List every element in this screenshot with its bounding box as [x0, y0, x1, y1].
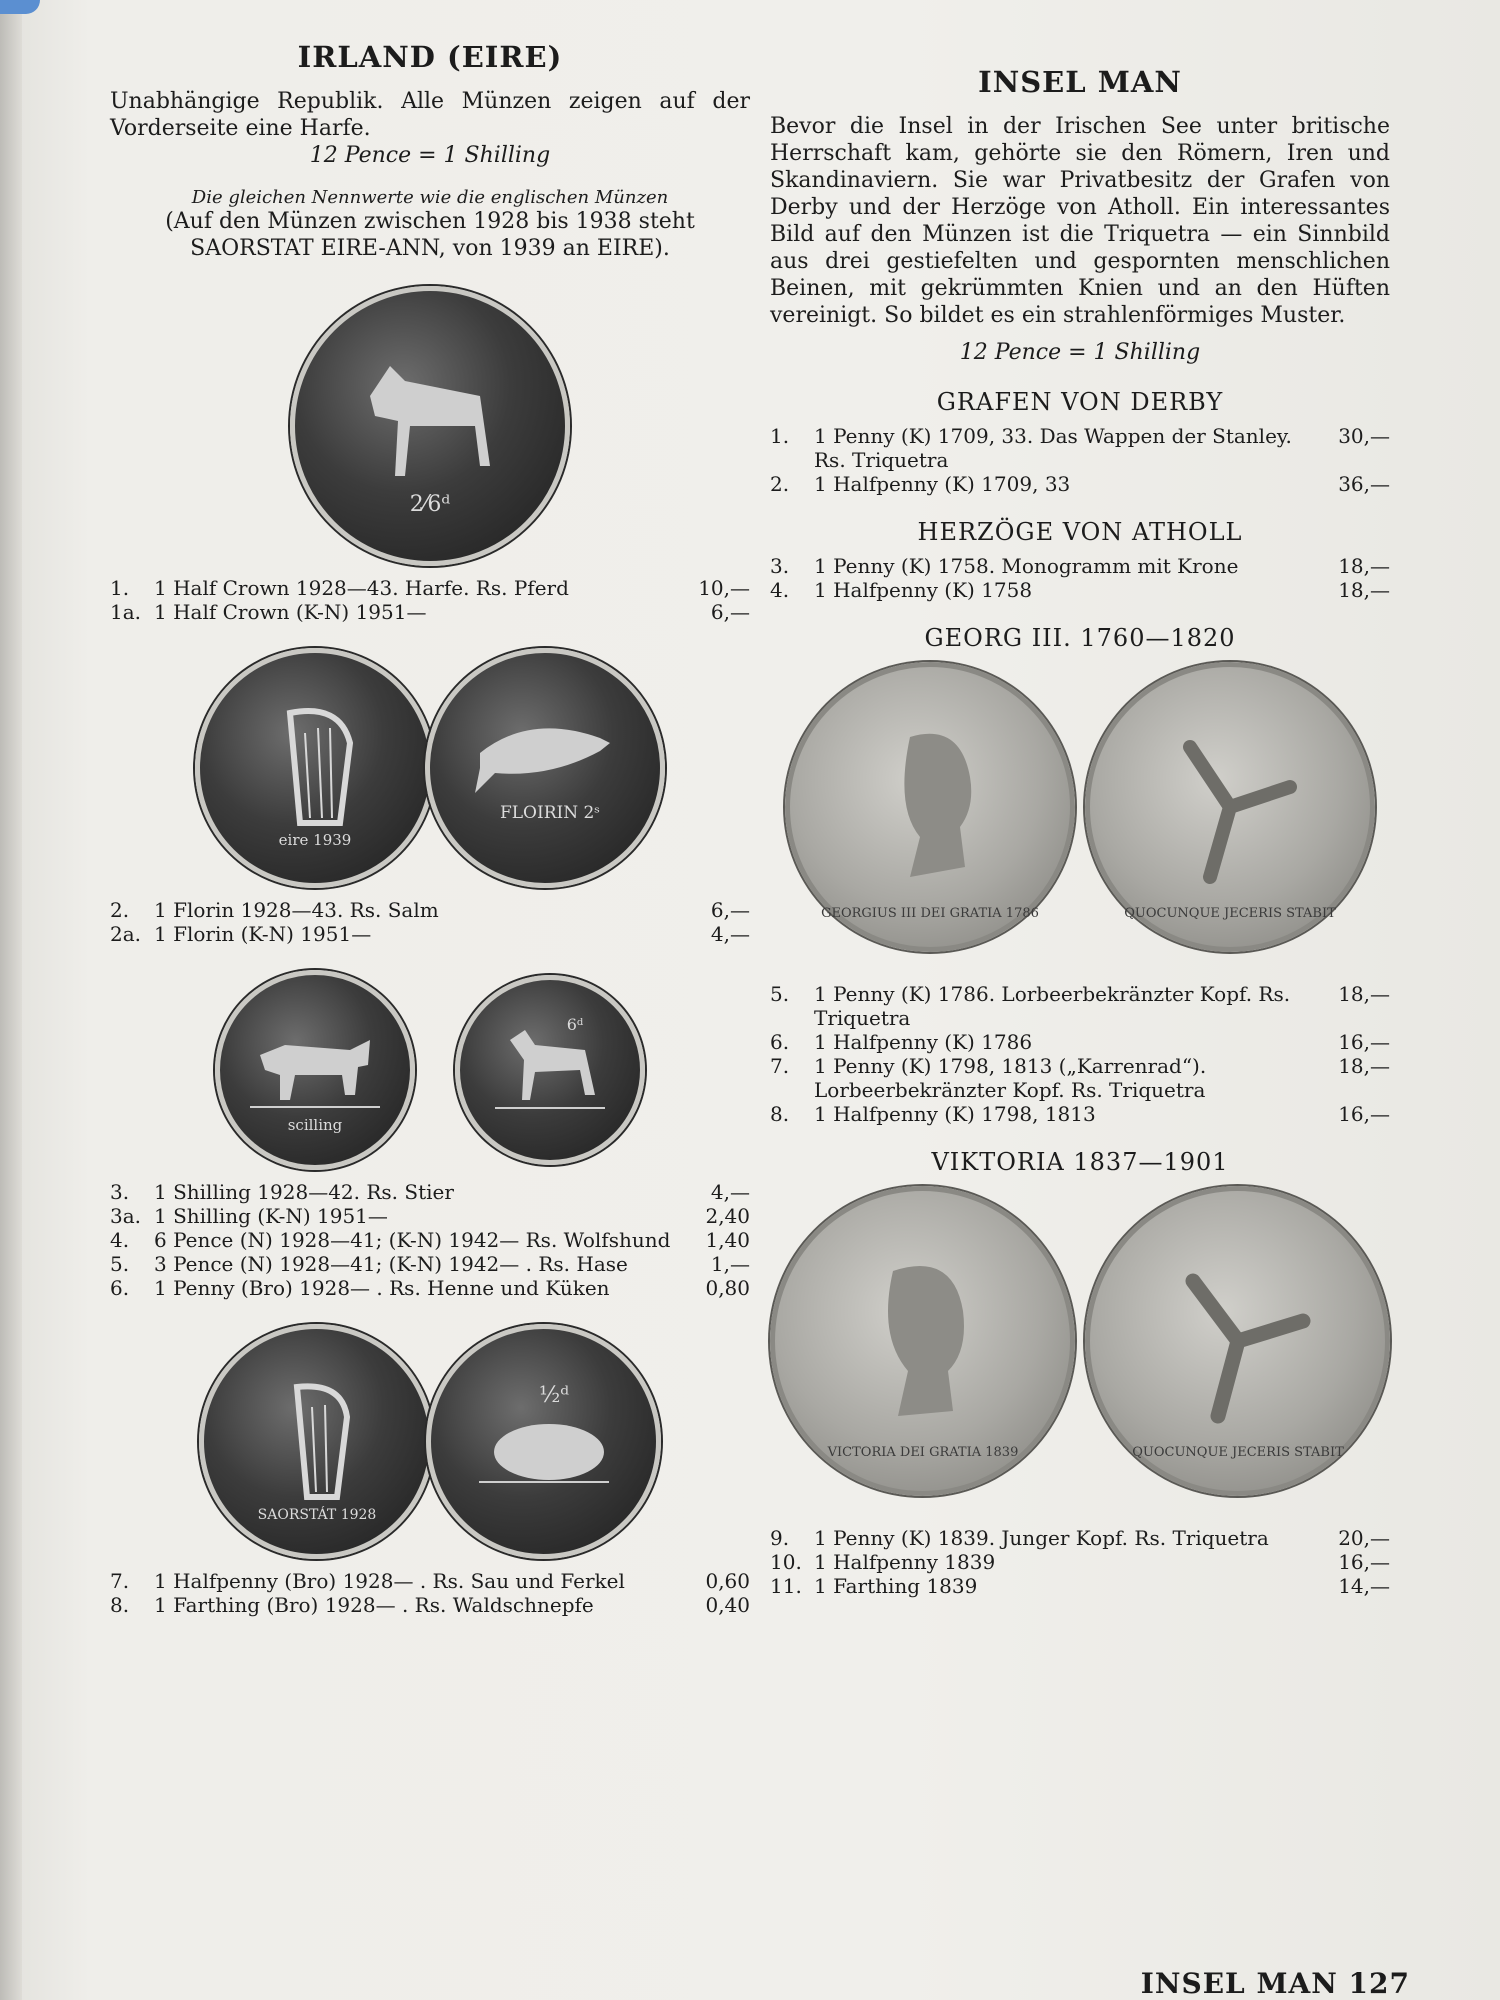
catalog-entry [110, 1276, 750, 1300]
subtitle-georg: GEORG III. 1760—1820 [924, 624, 1236, 652]
victoria-label: VICTORIA DEI GRATIA 1839 [827, 1445, 1018, 1460]
entry-number: 4. [770, 578, 790, 602]
entry-text: 1 Shilling (K-N) 1951— [154, 1204, 388, 1228]
subtitle-derby: GRAFEN VON DERBY [936, 388, 1224, 416]
entry-price: 10,— [698, 576, 750, 600]
sixpence-label: 6ᵈ [566, 1015, 584, 1034]
entry-price: 4,— [710, 922, 750, 946]
catalog-entry [770, 982, 1390, 1030]
entry-number: 3. [770, 554, 790, 578]
entry-text: 1 Farthing (Bro) 1928— . Rs. Waldschnepfe [154, 1593, 594, 1617]
entry-number: 3. [110, 1180, 130, 1204]
entry-number: 5. [770, 982, 790, 1006]
victoria-triquetra-coin [1085, 1186, 1390, 1496]
catalog-entry [770, 578, 1390, 602]
entry-text: 1 Penny (K) 1839. Junger Kopf. Rs. Triquetra [814, 1526, 1269, 1550]
entry-number: 11. [770, 1574, 802, 1598]
entries-derby [770, 424, 1390, 496]
halfpenny-label: ½ᵈ [538, 1382, 569, 1408]
sow-icon [459, 1357, 629, 1527]
eire-harp-coin [195, 648, 435, 888]
victoria-portrait-coin [770, 1186, 1075, 1496]
entry-number: 2. [770, 472, 790, 496]
entry-text: 1 Penny (Bro) 1928— . Rs. Henne und Küken [154, 1276, 610, 1300]
column-isle-of-man [770, 65, 1390, 1598]
entry-price: 16,— [1338, 1550, 1390, 1574]
entry-text: 1 Shilling 1928—42. Rs. Stier [154, 1180, 454, 1204]
entry-text: 1 Florin (K-N) 1951— [154, 922, 372, 946]
entry-number: 1. [770, 424, 790, 448]
coin-row-viktoria [770, 1186, 1390, 1496]
coin-row-half-crown [110, 286, 750, 566]
book-spine [0, 0, 22, 2000]
portrait-icon-2 [783, 1201, 1063, 1481]
page-corner-mark [0, 0, 40, 14]
wolfhound-icon [480, 1000, 620, 1140]
salmon-icon [460, 683, 630, 853]
entry-price: 16,— [1338, 1030, 1390, 1054]
catalog-entry [110, 1569, 750, 1593]
quocunque-label-2: QUOCUNQUE JECERIS STABIT [1131, 1445, 1344, 1460]
entry-text: 1 Florin 1928—43. Rs. Salm [154, 898, 439, 922]
catalog-entry [110, 600, 750, 624]
entry-price: 16,— [1338, 1102, 1390, 1126]
subtitle-atholl: HERZÖGE VON ATHOLL [917, 518, 1243, 546]
entry-price: 30,— [1338, 424, 1390, 448]
entry-number: 3a. [110, 1204, 142, 1228]
entry-text: 1 Halfpenny (K) 1709, 33 [814, 472, 1071, 496]
quocunque-label: QUOCUNQUE JECERIS STABIT [1124, 906, 1336, 921]
triquetra-icon [1100, 677, 1360, 937]
catalog-entry [770, 1054, 1390, 1102]
coin-row-shilling [110, 970, 750, 1170]
catalog-entry [110, 1593, 750, 1617]
florin-label: FLOIRIN 2ˢ [499, 803, 601, 823]
entry-text: 1 Halfpenny (K) 1786 [814, 1030, 1033, 1054]
georgius-label: GEORGIUS III DEI GRATIA 1786 [821, 906, 1039, 921]
catalog-entry [770, 424, 1390, 472]
intro-isle-of-man: Bevor die Insel in der Irischen See unter britische Herrschaft kam, gehörte sie den Römern, Iren und Skandinaviern. Sie war Privatbesitz der Grafen von Derby und der Herzöge von Atholl. Ein interessantes Bild auf den Münzen ist die Triquetra — ein Sinnbild aus drei gestiefelten und gespornten menschlichen Beinen, mit gekrümmten Knien und an den Hüften vereinigt. So bildet es ein strahlenförmiges Muster. [770, 114, 1390, 328]
entry-price: 4,— [710, 1180, 750, 1204]
entries-group-4 [110, 1569, 750, 1617]
entry-text: 1 Penny (K) 1758. Monogramm mit Krone [814, 554, 1239, 578]
triquetra-icon-2 [1098, 1201, 1378, 1481]
entry-text: 1 Halfpenny (K) 1758 [814, 578, 1033, 602]
entry-text: 1 Penny (K) 1786. Lorbeerbekränzter Kopf. Rs. Triquetra [814, 982, 1291, 1030]
column-ireland [110, 40, 750, 1617]
catalog-entry [770, 554, 1390, 578]
page-footer: INSEL MAN 127 [1140, 1967, 1410, 2000]
entry-number: 2a. [110, 922, 142, 946]
entry-number: 10. [770, 1550, 802, 1574]
catalog-entry [110, 1252, 750, 1276]
intro-ireland: Unabhängige Republik. Alle Münzen zeigen auf der Vorderseite eine Harfe. [110, 89, 750, 141]
entry-price: 18,— [1338, 554, 1390, 578]
entry-text: 1 Half Crown (K-N) 1951— [154, 600, 427, 624]
entry-number: 6. [770, 1030, 790, 1054]
note-ireland: (Auf den Münzen zwischen 1928 bis 1938 steht SAORSTAT EIRE-ANN, von 1939 an EIRE). [165, 209, 695, 261]
entries-atholl [770, 554, 1390, 602]
entry-number: 5. [110, 1252, 130, 1276]
rate-ireland: 12 Pence = 1 Shilling [309, 143, 551, 168]
catalog-entry [110, 922, 750, 946]
entry-price: 0,60 [705, 1569, 750, 1593]
half-crown-horse-coin [290, 286, 570, 566]
entry-number: 8. [110, 1593, 130, 1617]
georg-portrait-coin [785, 662, 1075, 952]
entry-number: 7. [770, 1054, 790, 1078]
catalog-entry [110, 1180, 750, 1204]
portrait-icon [800, 677, 1060, 937]
bull-icon [240, 995, 390, 1145]
horse-icon [330, 326, 530, 526]
entry-number: 1. [110, 576, 130, 600]
saorstat-label: SAORSTÁT 1928 [257, 1506, 376, 1523]
entry-text: 1 Halfpenny 1839 [814, 1550, 996, 1574]
entry-text: 1 Halfpenny (K) 1798, 1813 [814, 1102, 1096, 1126]
catalog-entry [770, 1550, 1390, 1574]
catalog-entry [110, 1228, 750, 1252]
saorstat-harp-coin [199, 1324, 434, 1559]
rate-isle-of-man: 12 Pence = 1 Shilling [959, 340, 1201, 365]
entry-price: 1,40 [705, 1228, 750, 1252]
catalog-entry [770, 1526, 1390, 1550]
entry-text: 3 Pence (N) 1928—41; (K-N) 1942— . Rs. Hase [154, 1252, 628, 1276]
entry-text: 1 Penny (K) 1709, 33. Das Wappen der Stanley. Rs. Triquetra [814, 424, 1292, 472]
entry-number: 2. [110, 898, 130, 922]
entries-group-2 [110, 898, 750, 946]
entry-price: 20,— [1338, 1526, 1390, 1550]
entry-text: 1 Halfpenny (Bro) 1928— . Rs. Sau und Ferkel [154, 1569, 625, 1593]
entry-price: 14,— [1338, 1574, 1390, 1598]
section-title-ireland: IRLAND (EIRE) [297, 40, 563, 74]
entry-price: 0,40 [705, 1593, 750, 1617]
entry-number: 7. [110, 1569, 130, 1593]
catalog-entry [770, 1102, 1390, 1126]
entry-price: 1,— [710, 1252, 750, 1276]
entry-number: 9. [770, 1526, 790, 1550]
entry-price: 2,40 [705, 1204, 750, 1228]
entry-text: 6 Pence (N) 1928—41; (K-N) 1942— Rs. Wolfshund [154, 1228, 671, 1252]
entry-number: 4. [110, 1228, 130, 1252]
catalog-entry [110, 576, 750, 600]
harp-icon [230, 683, 400, 853]
entries-georg [770, 982, 1390, 1126]
section-title-isle-of-man: INSEL MAN [978, 65, 1182, 99]
entry-text: 1 Half Crown 1928—43. Harfe. Rs. Pferd [154, 576, 569, 600]
harp-icon-2 [232, 1357, 402, 1527]
florin-salmon-coin [425, 648, 665, 888]
entry-price: 36,— [1338, 472, 1390, 496]
entries-group-1 [110, 576, 750, 624]
catalog-entry [110, 1204, 750, 1228]
catalog-entry [110, 898, 750, 922]
entry-price: 18,— [1338, 578, 1390, 602]
subtitle-viktoria: VIKTORIA 1837—1901 [931, 1148, 1229, 1176]
entries-viktoria [770, 1526, 1390, 1598]
catalog-entry [770, 472, 1390, 496]
note-italic-ireland: Die gleichen Nennwerte wie die englischen Münzen [191, 187, 669, 208]
sixpence-wolfhound-coin [455, 975, 645, 1165]
entry-number: 1a. [110, 600, 142, 624]
entry-price: 6,— [710, 898, 750, 922]
entry-text: 1 Farthing 1839 [814, 1574, 978, 1598]
half-crown-label: 2⁄6ᵈ [409, 492, 451, 517]
coin-row-georg [770, 662, 1390, 952]
coin-row-halfpenny [110, 1324, 750, 1559]
entry-price: 18,— [1338, 1054, 1390, 1078]
catalog-entry [770, 1574, 1390, 1598]
shilling-label: scilling [287, 1116, 343, 1134]
eire-label: eire 1939 [278, 831, 352, 849]
entry-price: 18,— [1338, 982, 1390, 1006]
entry-number: 6. [110, 1276, 130, 1300]
entry-number: 8. [770, 1102, 790, 1126]
coin-row-florin [110, 648, 750, 888]
shilling-bull-coin [215, 970, 415, 1170]
entries-group-3 [110, 1180, 750, 1300]
entry-text: 1 Penny (K) 1798, 1813 („Karrenrad“). Lorbeerbekränzter Kopf. Rs. Triquetra [814, 1054, 1207, 1102]
entry-price: 0,80 [705, 1276, 750, 1300]
georg-triquetra-coin [1085, 662, 1375, 952]
catalog-entry [770, 1030, 1390, 1054]
halfpenny-sow-coin [426, 1324, 661, 1559]
entry-price: 6,— [710, 600, 750, 624]
